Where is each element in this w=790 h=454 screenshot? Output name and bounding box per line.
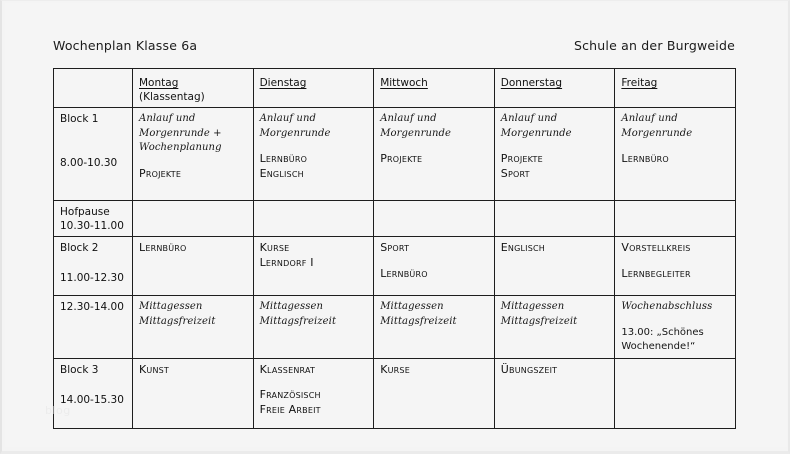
spacer	[380, 256, 489, 267]
plan-cell	[253, 108, 374, 201]
activity-subject: Lerndorf I	[259, 255, 314, 269]
block-label: Block 2	[60, 242, 99, 254]
spacer	[621, 256, 730, 267]
plan-cell	[133, 358, 254, 428]
plan-cell	[494, 108, 615, 201]
day-header-sublabel: (Klassentag)	[139, 91, 205, 103]
activity-italic: Mittagsfreizeit	[380, 315, 457, 327]
plan-cell	[374, 358, 495, 428]
activity-subject: Englisch	[500, 241, 546, 254]
activity-subject: Englisch	[259, 166, 304, 180]
activity-italic: Mittagessen	[259, 301, 324, 312]
spacer	[60, 255, 127, 271]
activity-subject: Lernbüro	[139, 241, 187, 254]
plan-cell	[133, 237, 254, 296]
activity-subject: Sport	[500, 166, 530, 180]
activity-note: 13.00: „Schönes	[621, 326, 704, 338]
spacer	[60, 126, 127, 156]
activity-subject: Französisch	[259, 388, 321, 401]
activity-subject: Freie Arbeit	[259, 402, 321, 416]
plan-cell	[374, 237, 495, 296]
weekly-plan-table	[53, 68, 736, 429]
activity-italic: Anlauf und	[621, 113, 678, 124]
activity-subject: Sport	[380, 241, 410, 254]
spacer	[621, 141, 730, 152]
header-corner-cell	[54, 69, 133, 108]
document-header	[53, 33, 735, 57]
activity-subject: Lernbüro	[621, 152, 669, 165]
plan-cell	[494, 237, 615, 296]
block-label: Hofpause	[60, 206, 110, 218]
activity-italic: Mittagsfreizeit	[500, 315, 578, 327]
activity-italic: Anlauf und	[259, 113, 317, 124]
activity-subject: Vorstellkreis	[621, 241, 691, 254]
table-row	[54, 296, 736, 359]
activity-note: Wochenende!“	[621, 341, 696, 352]
table-row	[54, 108, 736, 201]
activity-italic: Mittagsfreizeit	[139, 315, 216, 327]
day-header-2	[253, 69, 374, 108]
activity-italic: Mittagessen	[139, 301, 203, 312]
plan-cell	[615, 201, 736, 237]
day-header-3	[374, 69, 495, 108]
time-cell-hofpause	[54, 201, 133, 237]
time-cell-block3	[54, 358, 133, 428]
block-time: 14.00-15.30	[60, 393, 124, 406]
time-cell-lunch	[54, 296, 133, 359]
table-header-row	[54, 69, 736, 108]
spacer	[260, 141, 369, 152]
plan-cell	[133, 201, 254, 237]
page-canvas	[5, 3, 787, 447]
activity-subject: Lernbüro	[259, 152, 308, 165]
activity-italic: Anlauf und	[380, 113, 437, 124]
activity-subject: Kunst	[139, 362, 170, 376]
activity-italic: Wochenplanung	[139, 142, 222, 153]
table-row	[54, 201, 736, 237]
day-header-label: Montag	[139, 77, 179, 89]
day-header-4	[494, 69, 615, 108]
activity-italic: Morgenrunde	[621, 127, 693, 139]
plan-cell	[374, 201, 495, 237]
activity-italic: Mittagessen	[500, 301, 565, 312]
time-cell-block2	[54, 237, 133, 296]
plan-cell	[615, 237, 736, 296]
block-time: 11.00-12.30	[60, 272, 124, 284]
activity-italic: Morgenrunde +	[139, 127, 222, 139]
day-header-label: Mittwoch	[380, 77, 428, 89]
plan-cell	[615, 108, 736, 201]
plan-cell	[253, 201, 374, 237]
block-label: Block 1	[60, 113, 99, 125]
school-name: Schule an der Burgweide	[573, 37, 735, 53]
activity-subject: Projekte	[139, 166, 182, 180]
table-row	[54, 358, 736, 428]
block-label: Block 3	[60, 363, 99, 376]
table-row	[54, 237, 736, 296]
day-header-label: Freitag	[621, 77, 658, 89]
activity-italic: Mittagsfreizeit	[259, 315, 337, 327]
plan-cell	[374, 296, 495, 359]
plan-cell	[253, 237, 374, 296]
plan-cell	[615, 296, 736, 359]
spacer	[501, 141, 610, 152]
plan-cell	[133, 296, 254, 359]
plan-cell	[494, 296, 615, 359]
activity-italic: Anlauf und	[500, 113, 558, 124]
day-header-label: Donnerstag	[500, 77, 563, 89]
activity-subject: Kurse	[380, 362, 410, 376]
plan-cell	[615, 358, 736, 428]
plan-cell	[133, 108, 254, 201]
time-cell-block1	[54, 108, 133, 201]
day-header-5	[615, 69, 736, 108]
activity-italic: Morgenrunde	[500, 127, 572, 139]
activity-italic: Mittagessen	[380, 301, 444, 312]
plan-cell	[253, 296, 374, 359]
activity-subject: Klassenrat	[259, 362, 316, 376]
plan-cell	[494, 358, 615, 428]
activity-italic: Morgenrunde	[380, 127, 452, 139]
activity-italic: Wochenabschluss	[621, 301, 713, 312]
activity-subject: Lernbegleiter	[621, 266, 691, 280]
day-header-label: Dienstag	[259, 77, 307, 89]
plan-cell	[374, 108, 495, 201]
page-title: Wochenplan Klasse 6a	[53, 37, 198, 53]
spacer	[139, 156, 248, 167]
activity-subject: Kurse	[259, 241, 290, 254]
plan-cell	[494, 201, 615, 237]
spacer	[260, 377, 369, 388]
activity-subject: Projekte	[500, 152, 543, 165]
activity-italic: Morgenrunde	[259, 127, 331, 139]
plan-cell	[253, 358, 374, 428]
activity-italic: Anlauf und	[139, 113, 196, 124]
block-time: 10.30-11.00	[60, 220, 124, 232]
activity-subject: Projekte	[380, 152, 423, 165]
activity-subject: Übungszeit	[500, 362, 558, 376]
spacer	[621, 315, 730, 326]
block-time: 8.00-10.30	[60, 157, 118, 169]
spacer	[60, 377, 127, 393]
activity-subject: Lernbüro	[380, 266, 428, 280]
day-header-1	[133, 69, 254, 108]
block-time: 12.30-14.00	[60, 301, 124, 313]
watermark: blog	[45, 404, 71, 417]
spacer	[380, 141, 489, 152]
